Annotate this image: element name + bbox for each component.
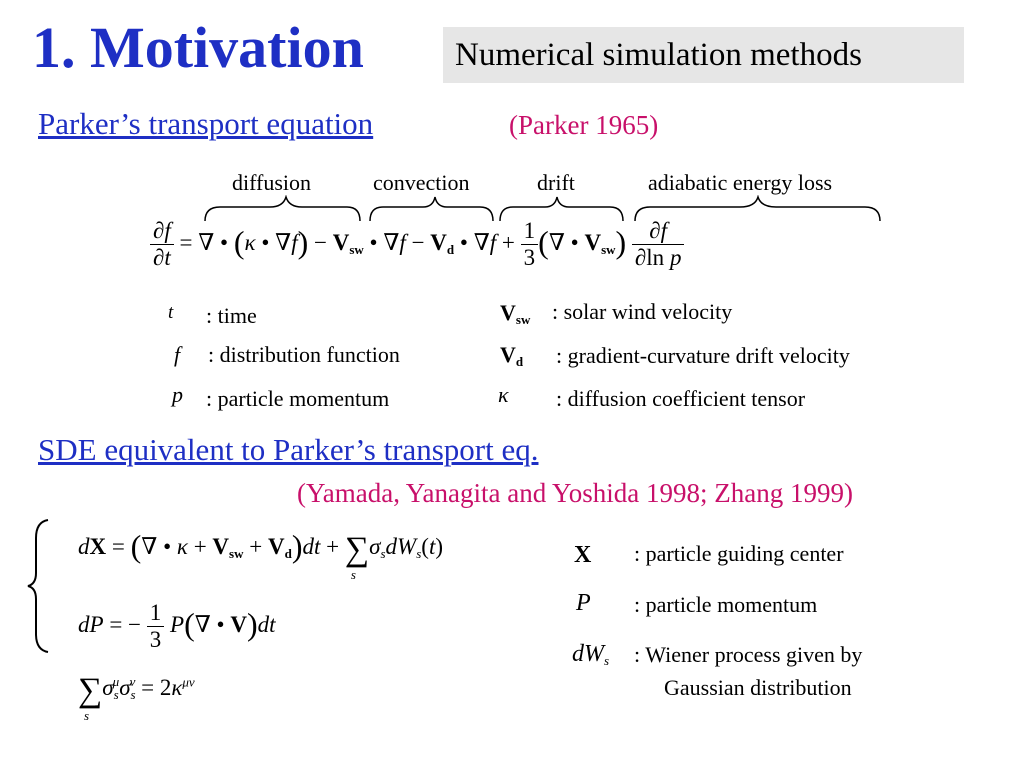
topic-box-label: Numerical simulation methods <box>455 37 862 73</box>
def-text-dWs-cont: Gaussian distribution <box>664 675 852 700</box>
def-text-f: : distribution function <box>208 342 400 367</box>
brace-label-convection: convection <box>373 170 470 195</box>
def-symbol-vd: $V_d$ <box>500 342 524 369</box>
eq-lhs-fraction: $\frac{\partial f}{\partial t}$ <box>150 218 174 272</box>
topic-box <box>443 27 964 83</box>
brace-label-adiabatic: adiabatic energy loss <box>648 170 833 195</box>
def-text-X: : particle guiding center <box>634 541 844 566</box>
brace-label-diffusion: diffusion <box>232 170 312 195</box>
eq-minus-one-third: $\frac{1}{3}$ <box>147 600 165 654</box>
section-heading-sde: SDE equivalent to Parker’s transport eq. <box>38 432 539 467</box>
def-symbol-vsw: $V_{sw}$ <box>500 300 531 327</box>
def-text-kappa: : diffusion coefficient tensor <box>556 386 806 411</box>
def-text-vsw: : solar wind velocity <box>552 299 733 324</box>
citation-parker: (Parker 1965) <box>509 110 659 140</box>
sde-equation-sigma: ∑ s $\sigma_s^\mu\sigma_s^\nu = 2\kappa^{\mu\nu}$ <box>78 672 195 723</box>
def-symbol-kappa: κ <box>498 382 509 407</box>
eq-rhs-fraction: $\frac{\partial f}{\text{∂ln p}}$ <box>632 218 685 272</box>
parker-equation: $\frac{\partial f}{\partial t}$ = ∇ • (κ • $\nabla f) - V_{sw}$ • $\nabla f - V_d$ • ∇f + $\frac{1}{3}$ (∇ • $V_{sw}$) $\frac{\partial f}{\text{∂ln p}}$ <box>150 218 684 272</box>
def-text-dWs: : Wiener process given by <box>634 642 863 667</box>
citation-sde: (Yamada, Yanagita and Yoshida 1998; Zhang 1999) <box>297 478 853 508</box>
sde-equation-x: dX = (∇ • $\kappa + V_{sw} + V_d)dt$ + ∑ s $\sigma_sdW_s(t)$ <box>78 528 443 582</box>
slide-title: 1. Motivation <box>32 15 364 80</box>
def-symbol-f: f <box>174 342 181 367</box>
section-heading-parker: Parker’s transport equation <box>38 106 374 141</box>
def-symbol-X: X <box>574 542 592 568</box>
brace-label-drift: drift <box>537 170 575 195</box>
sde-equation-p: dP = − $\frac{1}{3}$ P(∇ • V)dt <box>78 600 276 653</box>
def-symbol-P: P <box>576 590 591 616</box>
def-symbol-t: t <box>168 302 174 323</box>
def-text-vd: : gradient-curvature drift velocity <box>556 343 850 368</box>
def-symbol-p: p <box>172 382 183 407</box>
def-text-p: : particle momentum <box>206 386 390 411</box>
eq-one-third: $\frac{1}{3}$ <box>521 218 539 272</box>
def-text-t: : time <box>206 303 257 328</box>
def-text-P: : particle momentum <box>634 592 818 617</box>
def-symbol-dWs: $dW_s$ <box>572 641 610 668</box>
system-brace <box>26 518 56 654</box>
